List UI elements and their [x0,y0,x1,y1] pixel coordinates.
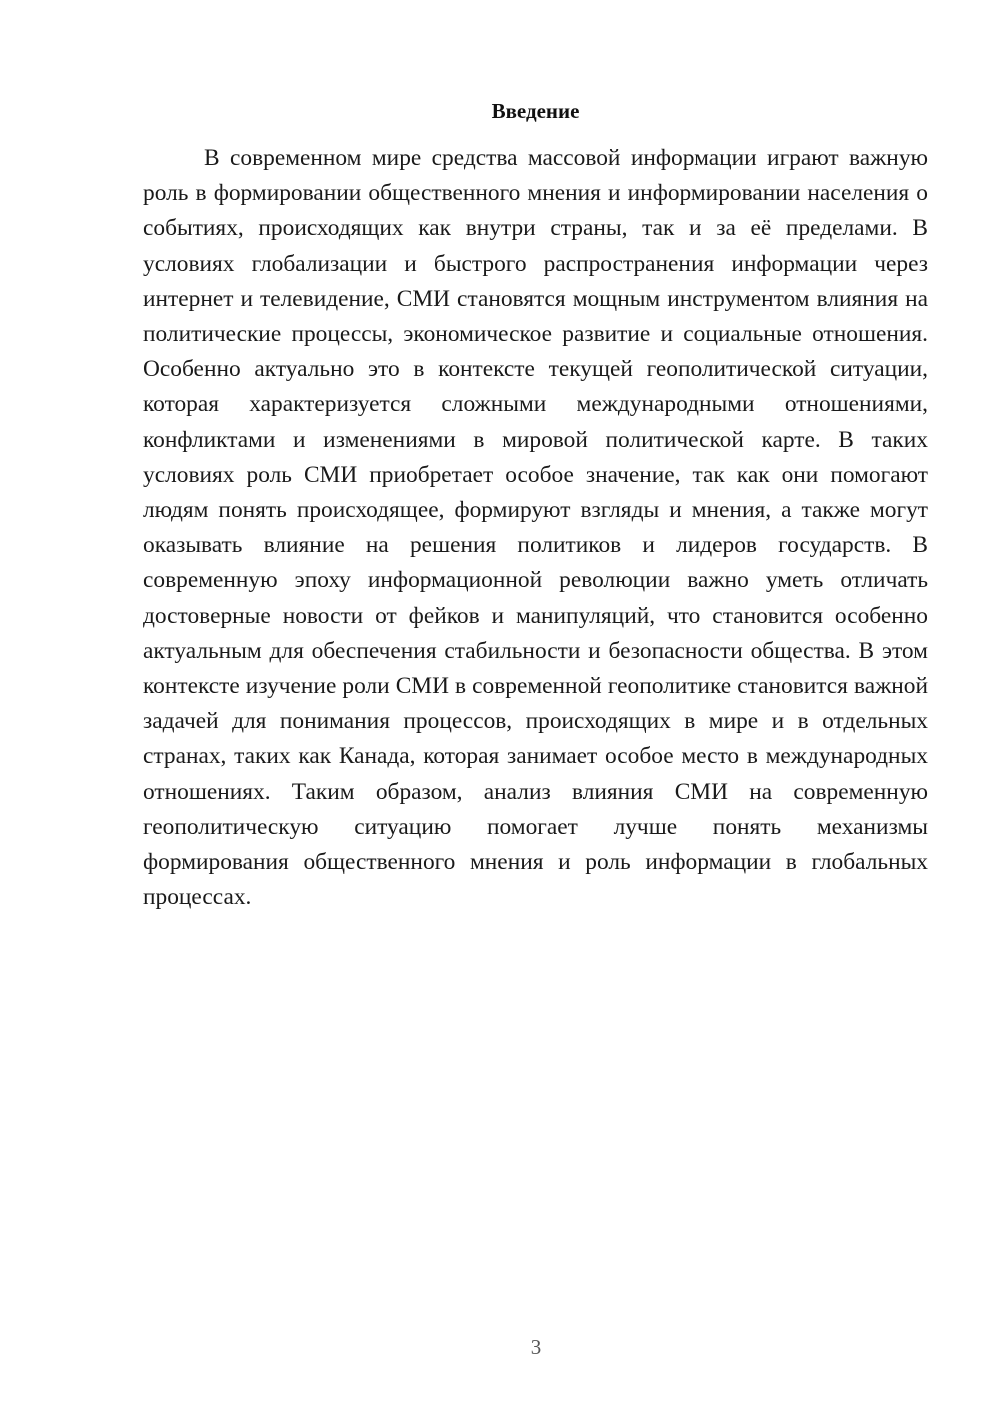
section-title: Введение [491,99,580,123]
page-number: 3 [530,1335,542,1359]
body-paragraph: В современном мире средства массовой информации играют важную роль в формировании общественного мнения и информировании населения о событиях, происходящих как внутри страны, так и за её пределами. В условиях глобализации и быстрого распространения информации через интернет и телевидение, СМИ становятся мощным инструментом влияния на политические процессы, экономическое развитие и социальные отношения. Особенно актуально это в контексте текущей геополитической ситуации, которая характеризуется сложными международными отношениями, конфликтами и изменениями в мировой политической карте. В таких условиях роль СМИ приобретает особое значение, так как они помогают людям понять происходящее, формируют взгляды и мнения, а также могут оказывать влияние на решения политиков и лидеров государств. В современную эпоху информационной революции важно уметь отличать достоверные новости от фейков и манипуляций, что становится особенно актуальным для обеспечения стабильности и безопасности общества. В этом контексте изучение роли СМИ в современной геополитике становится важной задачей для понимания процессов, происходящих в мире и в отдельных странах, таких как Канада, которая занимает особое место в международных отношениях. Таким образом, анализ влияния СМИ на современную геополитическую ситуацию помогает лучше понять механизмы формирования общественного мнения и роль информации в глобальных процессах. [143,145,928,911]
